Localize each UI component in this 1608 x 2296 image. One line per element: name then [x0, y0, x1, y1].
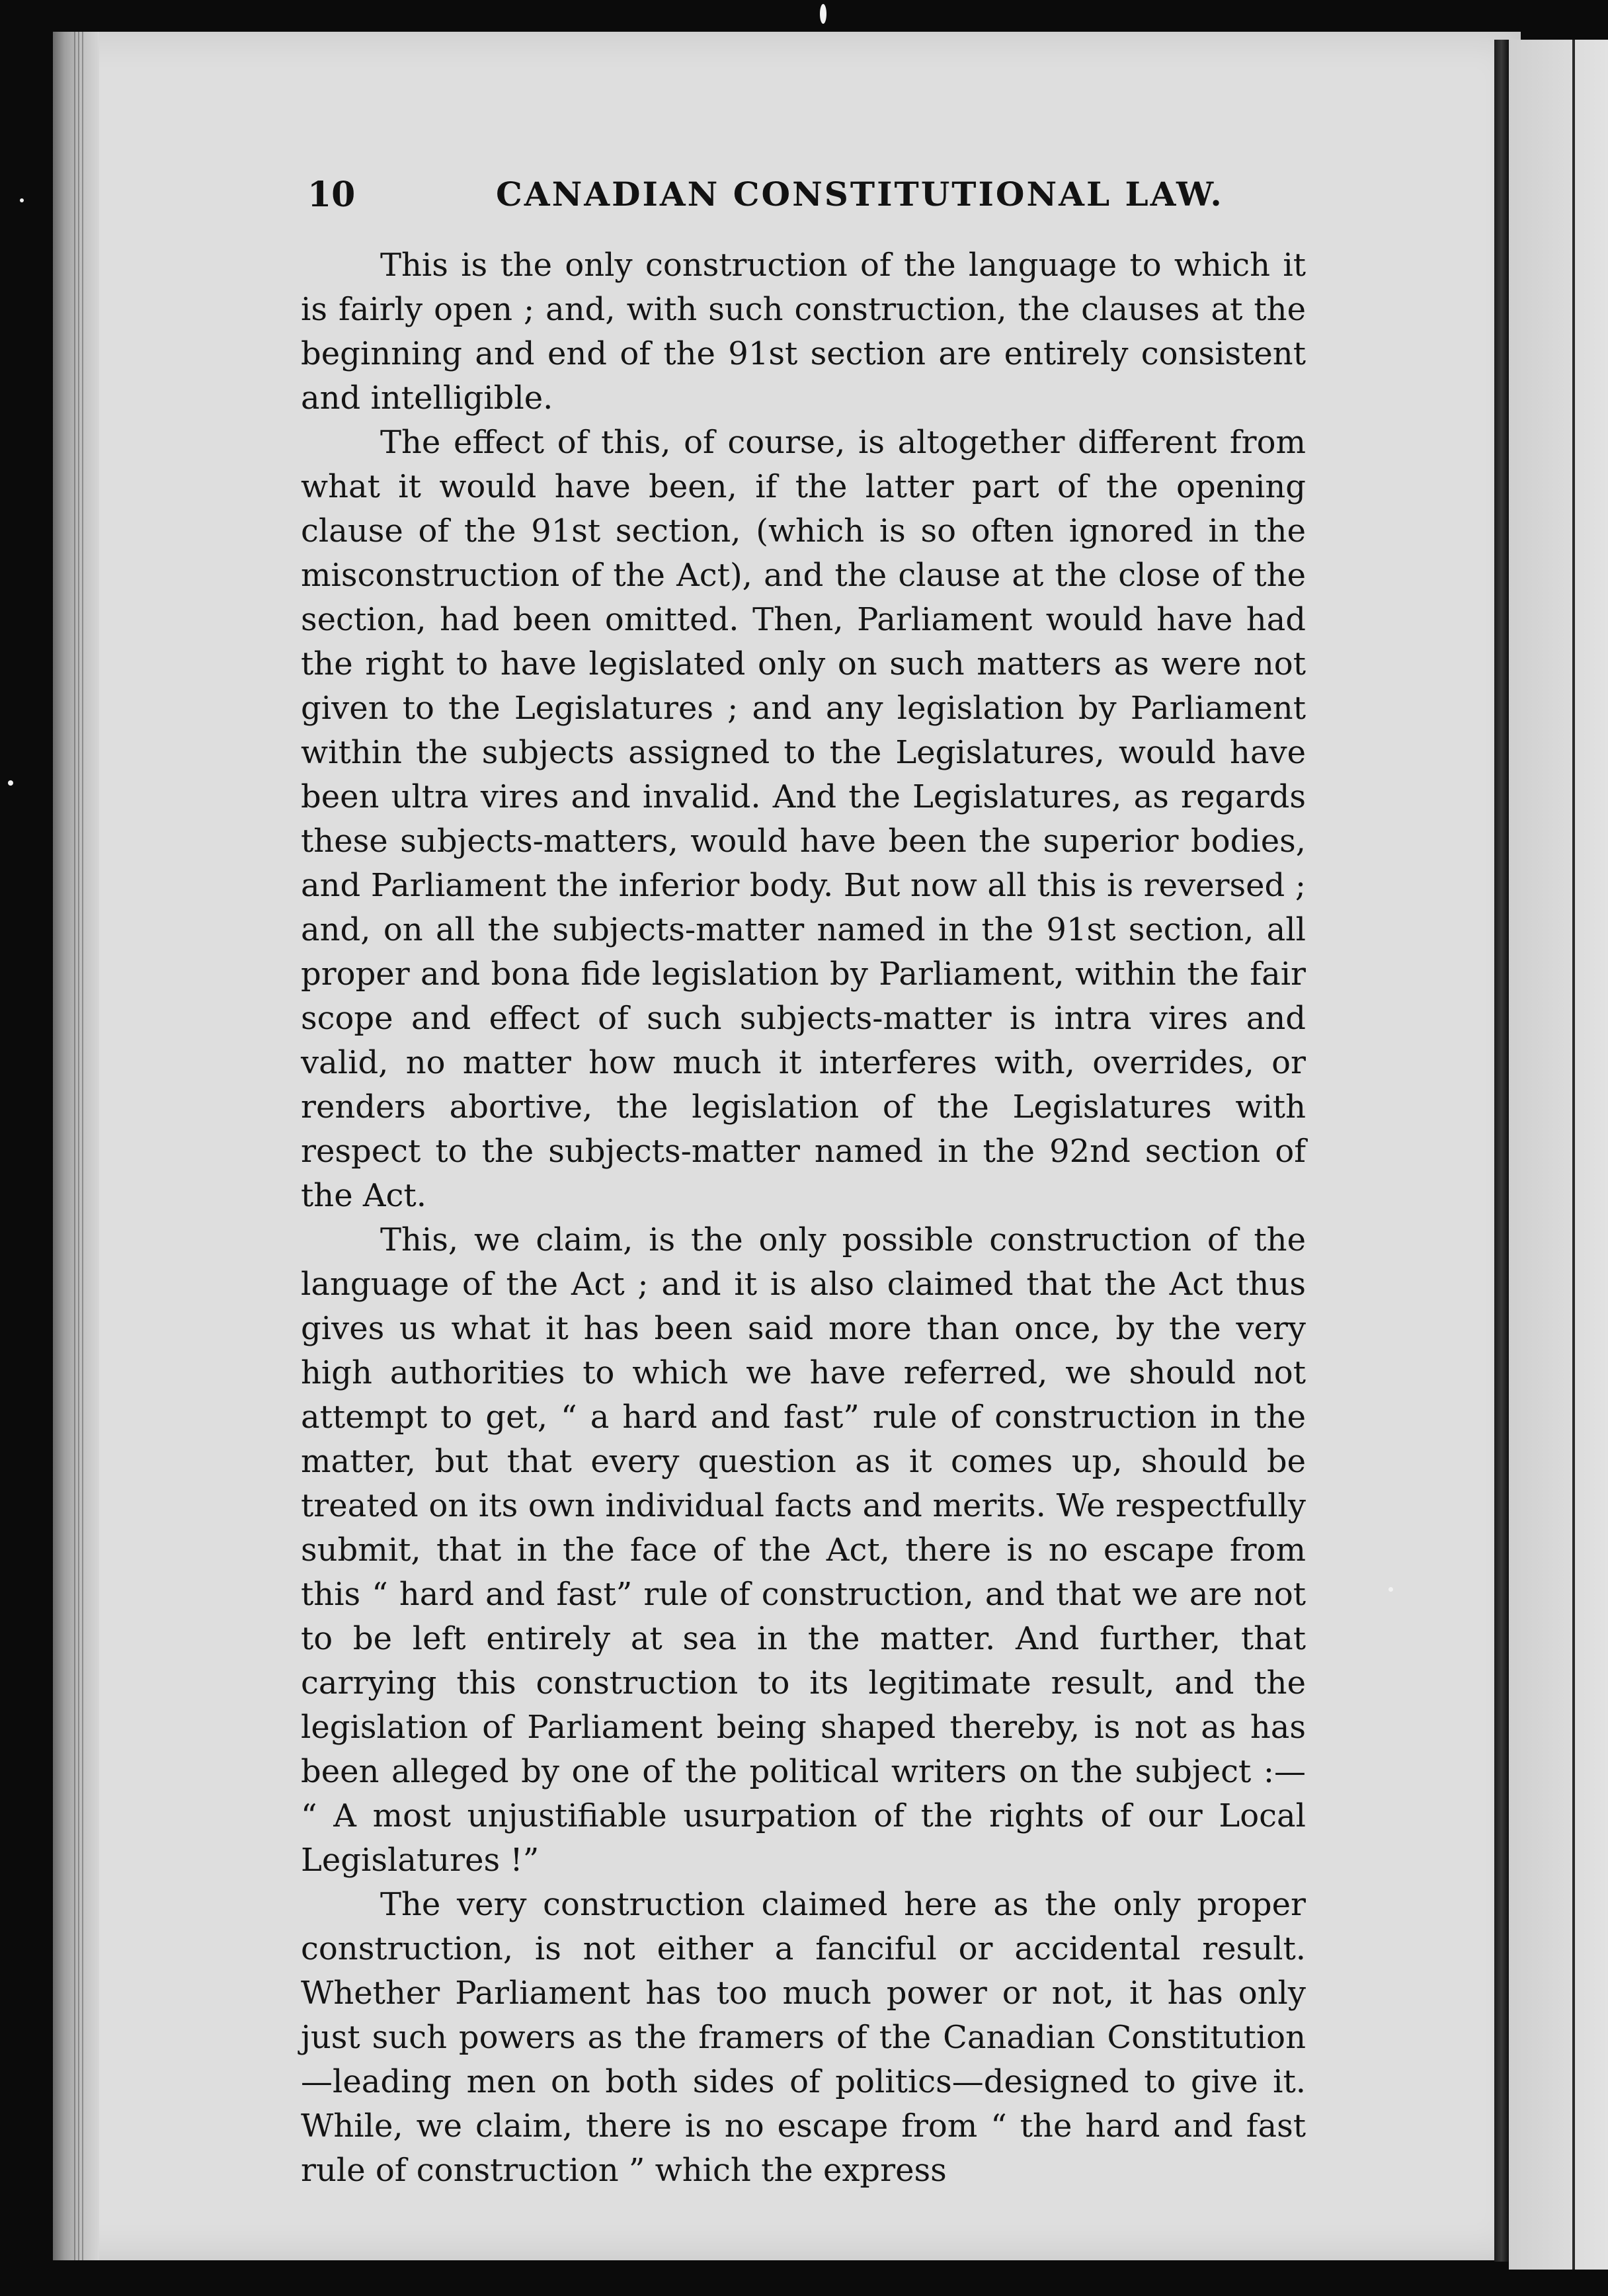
book-binding	[1494, 40, 1509, 2262]
body-text	[301, 243, 1306, 2193]
facing-page-edge	[1509, 40, 1608, 2270]
running-head: CANADIAN CONSTITUTIONAL LAW.	[496, 175, 1224, 214]
scan-speck	[1388, 1587, 1393, 1592]
page-stack-lines	[74, 32, 86, 2260]
page-header	[307, 171, 1224, 224]
paragraph-1: This is the only construction of the language to which it is fairly open ; and, with such construction, the clauses at the beginning and end of the 91st section are entirely consistent and intelligible.	[301, 247, 1306, 417]
paragraph-3: This, we claim, is the only possible construction of the language of the Act ; and it is also claimed that the Act thus gives us what it has been said more than once, by the very high authorities to which we have referred, we should not attempt to get, “ a hard and fast” rule of construction in the matter, but that every question as it comes up, should be treated on its own individual facts and merits. We respectfully submit, that in the face of the Act, there is no escape from this “ hard and fast” rule of construction, and that we are not to be left entirely at sea in the matter. And further, that carrying this construction to its legitimate result, and the legislation of Parliament being shaped thereby, is not as has been alleged by one of the political writers on the subject :— “ A most unjustifiable usurpation of the rights of our Local Legislatures !”	[301, 1221, 1306, 1879]
scan-speck	[20, 198, 24, 202]
paragraph-2: The effect of this, of course, is altogether different from what it would have been, if the latter part of the opening clause of the 91st section, (which is so often ignored in the misconstruction of the Act), and the clause at the close of the section, had been omitted. Then, Parliament would have had the right to have legislated only on such matters as were not given to the Legislatures ; and any legislation by Parliament within the subjects assigned to the Legislatures, would have been ultra vires and invalid. And the Legislatures, as regards these subjects-matters, would have been the superior bodies, and Parliament the inferior body. But now all this is reversed ; and, on all the subjects-matter named in the 91st section, all proper and bona fide legislation by Parliament, within the fair scope and effect of such subjects-matter is intra vires and valid, no matter how much it interferes with, overrides, or renders abortive, the legislation of the Legislatures with respect to the subjects-matter named in the 92nd section of the Act.	[301, 424, 1306, 1214]
scan-speck	[8, 780, 13, 786]
facing-page-rule	[1572, 40, 1575, 2270]
paragraph-4: The very construction claimed here as the only proper construction, is not either a fanciful or accidental result. Whether Parliament has too much power or not, it has only just such powers as the framers of the Canadian Constitution—leading men on both sides of politics—designed to give it. While, we claim, there is no escape from “ the hard and fast rule of construction ” which the express	[301, 1886, 1306, 2189]
page-number: 10	[307, 175, 356, 215]
scan-speck	[820, 4, 826, 24]
